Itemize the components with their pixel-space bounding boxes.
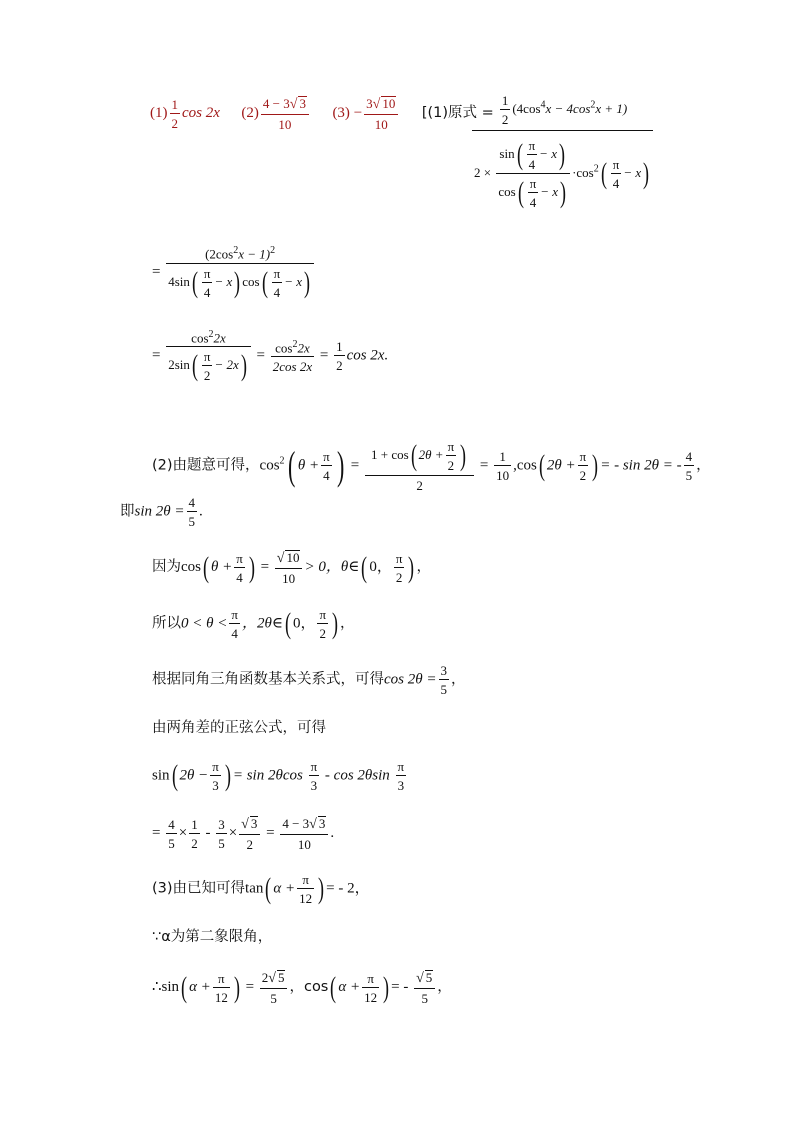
two: 2: [395, 569, 403, 585]
sin: sin: [152, 767, 170, 784]
d: 5: [440, 682, 447, 697]
tail: ，: [416, 558, 431, 575]
part1-big-fraction: [470, 94, 655, 209]
half: [500, 94, 511, 126]
2x: 2x: [297, 339, 310, 355]
therefore: ∴sin: [152, 978, 180, 995]
pi4: [272, 267, 283, 299]
f12: [189, 818, 200, 850]
s2t: sin 2θ =: [134, 503, 185, 520]
den: 10: [282, 571, 296, 586]
n: 3: [218, 816, 225, 832]
f45: [166, 818, 177, 850]
four: 4: [323, 468, 330, 483]
part2-line4: 所以0 < θ < $\frac{\pi}{4}$ ，2θ∈( 0， $\frac{\pi}{2}$ ) ，: [152, 607, 355, 641]
part1-line3: = $\cos^22x$ 2sin( $\frac{\pi}{2}$ − 2x) = $\frac{\cos^22x}{2\cos 2x}$ = $\frac{1}{2}$ cos 2x.: [152, 329, 389, 384]
pi3: [396, 760, 407, 792]
cc: ,cos: [513, 457, 537, 474]
pi: π: [529, 176, 537, 191]
m2x: − 2x: [214, 357, 239, 373]
n: 4: [188, 495, 195, 510]
d: 5: [168, 835, 175, 851]
expr: cos 2x: [182, 104, 220, 121]
pi12: [362, 972, 379, 1004]
pi: π: [212, 759, 219, 774]
gt0: > 0，θ∈: [304, 558, 360, 575]
part2-line1: (2)由题意可得，$\cos^2$( θ + $\frac{\pi}{4}$ ) = 1 + cos( 2θ + $\frac{\pi}{2}$ ) 2 = $\frac{1}{10}$ ,cos( 2θ + $\frac{\pi}{2}$ ) = - sin 2θ = - $\frac{4}{5}$ ，: [152, 439, 711, 493]
radicand: 5: [277, 970, 285, 985]
pi: π: [231, 607, 238, 622]
num: $\cos^22x$: [166, 330, 251, 347]
num-text: 4 − 3: [262, 96, 290, 111]
pi: π: [447, 439, 455, 454]
mx: − x: [540, 183, 559, 199]
f45: [684, 450, 695, 482]
fraction: [170, 98, 181, 130]
den: 4sin( $\frac{\pi}{4}$ − x) cos( $\frac{\pi}{4}$ − x): [168, 266, 310, 301]
fraction: [472, 94, 653, 209]
two-times: 2 ×: [474, 164, 492, 180]
pi: π: [203, 349, 211, 365]
mx: − x: [284, 274, 302, 290]
cos2: cos: [576, 164, 594, 180]
part2-line3: 因为cos( θ + $\frac{\pi}{4}$ ) = $\frac{√ 10}{10}$ > 0，θ∈( 0， $\frac{\pi}{2}$ ) ，: [152, 550, 431, 586]
ttm: 2θ −: [179, 767, 209, 784]
tail: ，: [696, 457, 711, 474]
three: 3: [310, 778, 318, 793]
times: ×: [228, 824, 238, 841]
tp: θ +: [297, 457, 320, 474]
t3: 4sin: [168, 274, 190, 290]
part2-line5: [152, 664, 466, 696]
pi: π: [528, 138, 536, 153]
den: 10: [297, 837, 311, 852]
opc: 1 + cos: [371, 446, 409, 462]
cos: cos: [275, 339, 293, 355]
tail: ，: [437, 978, 452, 995]
minus: -: [205, 824, 211, 841]
num: √ 5: [414, 970, 435, 989]
den: 2 × sin( $\frac{\pi}{4}$ − x) cos( $\frac{\pi}{4}$ − x) $\cdot\cos^2$( $\frac{\pi}{4}$ − x): [474, 138, 650, 210]
pi4: [229, 608, 240, 640]
d: 5: [188, 514, 195, 529]
e1: = sin 2θcos: [232, 767, 303, 784]
radicand: 10: [286, 550, 300, 565]
pi: π: [395, 550, 403, 566]
cos: cos: [498, 183, 516, 199]
d: 2: [336, 358, 343, 374]
ttp: 2θ +: [546, 457, 576, 474]
2sin: 2sin: [168, 357, 190, 373]
answer-1: [150, 96, 224, 131]
den: 5: [270, 991, 277, 1006]
label-2: (2): [241, 104, 259, 121]
part2-line8: = $\frac{4}{5}$ × $\frac{1}{2}$ - $\frac{3}{5}$ × $\frac{√ 3}{2}$ = $\frac{4 - 3√ 3}{10}$ .: [152, 816, 335, 852]
num: $\cos^22x$: [271, 340, 314, 357]
pi4: [202, 267, 213, 299]
twelve: 12: [299, 891, 313, 906]
radicand: 3: [318, 816, 326, 831]
den: 2: [171, 115, 178, 131]
t1: (2cos: [205, 246, 234, 262]
pi4: [234, 552, 245, 584]
pi4: [528, 177, 539, 209]
four: 4: [528, 157, 536, 172]
ineq: 0 < θ <: [181, 615, 228, 632]
part2-line2: 即sin 2θ = $\frac{4}{5}$ .: [120, 495, 203, 529]
part2-line6: [152, 721, 326, 736]
pi3: [210, 760, 221, 792]
fr32: [239, 816, 260, 851]
pi2: [578, 450, 589, 482]
fraction: [365, 440, 474, 492]
two: 2: [579, 468, 587, 483]
zc: 0，: [292, 615, 316, 632]
pi2: [202, 350, 213, 382]
four: 4: [529, 195, 537, 210]
because: ∵α为第二象限角，: [152, 929, 273, 945]
fraction: [261, 96, 309, 131]
pi4: [527, 139, 538, 171]
den: 2: [416, 478, 423, 493]
end: cos 2x.: [346, 347, 389, 364]
fraction: [271, 340, 314, 373]
inner-fraction: [496, 139, 570, 209]
four: 4: [236, 569, 243, 585]
four: 4: [203, 285, 211, 301]
f45: [187, 496, 198, 528]
yinwei: 因为: [152, 558, 181, 575]
pi: π: [273, 266, 281, 282]
pi4: [611, 158, 622, 190]
label-1: (1): [150, 104, 168, 121]
part3-line1: (3)由已知可得tan( α + $\frac{\pi}{12}$ ) = - 2，: [152, 872, 370, 906]
n: 1: [501, 93, 509, 108]
num: 1 + cos( 2θ + $\frac{\pi}{2}$ ): [365, 440, 474, 476]
den: 10: [278, 117, 292, 132]
den: 2sin( $\frac{\pi}{2}$ − 2x): [168, 349, 247, 384]
n: 4: [685, 449, 693, 464]
answer-3: [332, 96, 404, 132]
eq: = - 2，: [326, 880, 370, 897]
n: 3: [440, 663, 447, 678]
three: 3: [397, 778, 405, 793]
sin: sin: [499, 145, 515, 161]
zc: 0，: [369, 558, 392, 575]
pi: π: [203, 266, 211, 282]
num: 1: [171, 96, 178, 112]
cos: cos: [242, 274, 260, 290]
pi: π: [310, 759, 318, 774]
fraction: [494, 450, 511, 482]
n: 4: [168, 816, 175, 832]
intro: (2)由题意可得，: [152, 457, 260, 474]
t2: x − 1): [238, 246, 271, 262]
p2: x − 4cos: [545, 100, 591, 116]
two: 2: [319, 626, 326, 641]
genju: 根据同角三角函数基本关系式，可得: [152, 671, 384, 688]
num: $(2\cos^2x - 1)^2$: [166, 246, 314, 264]
d: 2: [246, 837, 253, 852]
youliang: 由两角差的正弦公式，可得: [152, 720, 326, 736]
num: 4 − 3√ 3: [280, 816, 328, 835]
f35: [439, 664, 450, 696]
pi3: [309, 760, 320, 792]
suoyi: 所以: [152, 615, 181, 632]
four: 4: [231, 626, 238, 641]
n: 1: [336, 339, 343, 355]
intro: (3)由已知可得: [152, 880, 246, 897]
num: √ 10: [275, 550, 303, 569]
c2t: ，2θ∈: [241, 615, 283, 632]
num: √ 3: [239, 816, 260, 835]
radicand: 5: [425, 970, 433, 985]
fraction: [166, 246, 314, 299]
pi: π: [579, 449, 587, 464]
original-expr-label: [(1)原式 =: [421, 104, 494, 121]
pi: π: [213, 972, 230, 988]
pi2: [446, 440, 457, 472]
ns: = - sin 2θ = -: [600, 457, 682, 474]
fraction: [166, 330, 251, 382]
pi: π: [362, 972, 379, 988]
pi: π: [319, 607, 327, 622]
fraction: [414, 970, 435, 1005]
den: 2cos 2x: [272, 358, 313, 374]
d: 5: [218, 835, 225, 851]
ji: 即: [120, 503, 135, 520]
mx: − x: [623, 164, 642, 180]
answer-2: [241, 96, 314, 132]
twelve: 12: [364, 989, 378, 1005]
p1: (4cos: [512, 100, 541, 116]
num: 3√ 10: [364, 96, 398, 115]
mx: − x: [539, 145, 557, 161]
c2t: cos 2θ =: [384, 671, 437, 688]
fraction: [364, 96, 398, 131]
pi12: [297, 873, 314, 905]
three: 3: [212, 778, 219, 793]
pi: π: [323, 449, 330, 464]
mx: − x: [214, 274, 233, 290]
minus: −: [353, 104, 363, 121]
pi2: [317, 608, 328, 640]
den: 10: [374, 117, 388, 132]
ap: α +: [273, 880, 296, 897]
part1-line2: = $(2\cos^2x - 1)^2$ 4sin( $\frac{\pi}{4}$ − x) cos( $\frac{\pi}{4}$ − x): [152, 246, 316, 299]
pi12: [213, 972, 230, 1004]
tail: ，: [451, 671, 466, 688]
num: 4 − 3√ 3: [261, 96, 309, 115]
fraction: [275, 550, 303, 585]
cc: ，cos: [289, 978, 329, 995]
pi2: [394, 552, 405, 584]
num-text: 3: [366, 96, 373, 111]
e2: - cos 2θsin: [324, 767, 390, 784]
eqneg: = -: [391, 978, 409, 995]
twelve: 12: [214, 989, 228, 1005]
two: 2: [203, 368, 211, 384]
den: 5: [421, 991, 428, 1006]
pi: π: [612, 157, 620, 172]
two: 2: [447, 458, 455, 473]
d: 2: [191, 835, 198, 851]
n: 4 − 3: [282, 816, 310, 831]
fraction: [280, 816, 328, 851]
four: 4: [612, 176, 620, 191]
tp: θ +: [211, 558, 233, 575]
four: 4: [273, 285, 281, 301]
d: 2: [501, 112, 509, 127]
n: 1: [191, 816, 198, 832]
d: 10: [496, 468, 510, 483]
ap: α +: [338, 978, 361, 995]
tail: ，: [340, 615, 355, 632]
inner-den: cos( $\frac{\pi}{4}$ − x): [498, 176, 567, 210]
part3-line2: [152, 930, 272, 945]
f35: [216, 818, 227, 850]
d: 5: [685, 468, 693, 483]
radicand: 3: [299, 96, 306, 111]
radicand: 10: [382, 96, 396, 111]
answer-line: [150, 96, 494, 131]
two: 2: [261, 970, 269, 985]
pi: π: [236, 550, 243, 566]
label-3: (3): [332, 104, 350, 121]
2x: 2x: [213, 330, 226, 346]
p3: x + 1): [595, 100, 628, 116]
tan: tan: [245, 880, 264, 897]
pi: π: [297, 873, 314, 889]
radicand: 3: [250, 816, 258, 831]
part2-line7: sin( 2θ − $\frac{\pi}{3}$ ) = sin 2θcos $\frac{\pi}{3}$ - cos 2θsin $\frac{\pi}{3}$: [152, 759, 405, 793]
inner-num: sin( $\frac{\pi}{4}$ − x): [496, 139, 570, 174]
fraction: [334, 340, 345, 372]
fraction: [260, 970, 288, 1005]
pi4: [321, 450, 332, 482]
ap: α +: [189, 978, 211, 995]
cos: cos: [191, 330, 209, 346]
num: 2√ 5: [260, 970, 288, 989]
n: 1: [494, 450, 511, 466]
times: ×: [178, 824, 188, 841]
num: $\frac{1}{2}$ $(4\cos^4x - 4\cos^2x + 1)$: [472, 94, 653, 131]
part3-line3: ∴sin( α + $\frac{\pi}{12}$ ) = $\frac{2√ 5}{5}$ ，cos( α + $\frac{\pi}{12}$ ) = - $\frac{√ 5}{5}$ ，: [152, 970, 452, 1006]
ttp: 2θ +: [418, 446, 444, 462]
pi: π: [397, 759, 405, 774]
